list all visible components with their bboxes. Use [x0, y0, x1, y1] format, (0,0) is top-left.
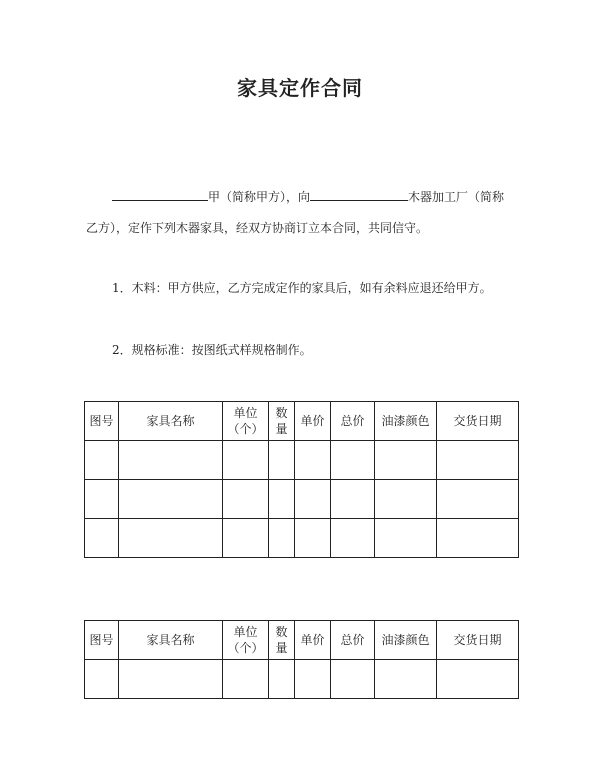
table-cell[interactable] [331, 480, 375, 519]
table-cell[interactable] [119, 660, 223, 699]
table-cell[interactable] [437, 480, 519, 519]
table-cell[interactable] [223, 519, 269, 558]
header-delivery-date: 交货日期 [437, 402, 519, 441]
table-cell[interactable] [223, 660, 269, 699]
table-cell[interactable] [295, 441, 331, 480]
table-row [85, 660, 519, 699]
party-a-blank[interactable] [112, 188, 208, 201]
table-cell[interactable] [269, 441, 295, 480]
table-cell[interactable] [85, 441, 119, 480]
clause-spec: 2．规格标准：按图纸式样规格制作。 [112, 343, 312, 357]
order-table-2 [84, 620, 519, 699]
table-cell[interactable] [331, 660, 375, 699]
intro-line-1 [112, 188, 504, 205]
header-unit-price: 单价 [295, 402, 331, 441]
table-cell[interactable] [375, 441, 437, 480]
table-header-row [85, 402, 519, 441]
header-total-price: 总价 [331, 621, 375, 660]
table-cell[interactable] [85, 519, 119, 558]
table-cell[interactable] [331, 441, 375, 480]
header-furniture-name: 家具名称 [119, 621, 223, 660]
party-a-label: 甲（简称甲方），向 [208, 190, 311, 204]
table-cell[interactable] [295, 480, 331, 519]
table-cell[interactable] [375, 660, 437, 699]
clause-wood: 1．木料：甲方供应，乙方完成定作的家具后，如有余料应退还给甲方。 [112, 281, 492, 295]
header-unit: 单位 （个） [223, 402, 269, 441]
order-table-1 [84, 401, 519, 558]
table-cell[interactable] [375, 519, 437, 558]
table-cell[interactable] [437, 441, 519, 480]
table-cell[interactable] [119, 480, 223, 519]
table-cell[interactable] [85, 660, 119, 699]
header-paint-color: 油漆颜色 [375, 621, 437, 660]
table-cell[interactable] [223, 441, 269, 480]
header-unit: 单位 （个） [223, 621, 269, 660]
header-furniture-name: 家具名称 [119, 402, 223, 441]
table-cell[interactable] [223, 480, 269, 519]
table-cell[interactable] [119, 441, 223, 480]
table-row [85, 480, 519, 519]
header-delivery-date: 交货日期 [437, 621, 519, 660]
header-quantity: 数 量 [269, 402, 295, 441]
header-drawing-no: 图号 [85, 621, 119, 660]
factory-label: 木器加工厂（简称 [408, 190, 505, 204]
intro-line-2: 乙方），定作下列木器家具，经双方协商订立本合同，共同信守。 [86, 221, 429, 235]
table-cell[interactable] [437, 660, 519, 699]
table-cell[interactable] [331, 519, 375, 558]
table-cell[interactable] [269, 519, 295, 558]
table-cell[interactable] [85, 480, 119, 519]
table-row [85, 519, 519, 558]
header-drawing-no: 图号 [85, 402, 119, 441]
table-cell[interactable] [269, 660, 295, 699]
table-cell[interactable] [295, 660, 331, 699]
document-title: 家具定作合同 [237, 76, 363, 100]
table-cell[interactable] [437, 519, 519, 558]
header-unit-price: 单价 [295, 621, 331, 660]
factory-blank[interactable] [310, 188, 408, 201]
table-cell[interactable] [119, 519, 223, 558]
table-cell[interactable] [269, 480, 295, 519]
table-cell[interactable] [295, 519, 331, 558]
header-paint-color: 油漆颜色 [375, 402, 437, 441]
header-quantity: 数 量 [269, 621, 295, 660]
header-total-price: 总价 [331, 402, 375, 441]
table-row [85, 441, 519, 480]
table-cell[interactable] [375, 480, 437, 519]
table-header-row [85, 621, 519, 660]
